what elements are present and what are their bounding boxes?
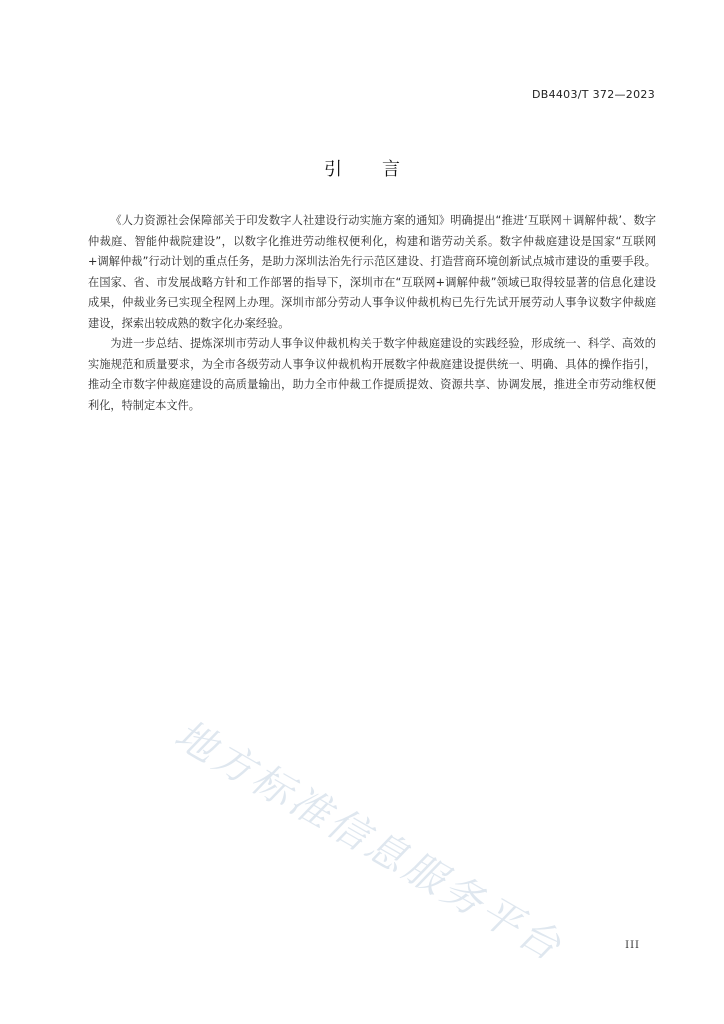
body-text — [88, 211, 656, 416]
page-number: III — [625, 940, 640, 951]
watermark: 地方标准信息服务平台 — [166, 711, 571, 972]
paragraph-1: 《人力资源社会保障部关于印发数字人社建设行动实施方案的通知》明确提出“推进‘互联网＋调解仲裁’、数字仲裁庭、智能仲裁院建设”，以数字化推进劳动维权便利化，构建和谐劳动关系。数字仲裁庭建设是国家“互联网+调解仲裁”行动计划的重点任务，是助力深圳法治先行示范区建设、打造营商环境创新试点城市建设的重要手段。在国家、省、市发展战略方针和工作部署的指导下，深圳市在“互联网+调解仲裁”领域已取得较显著的信息化建设成果，仲裁业务已实现全程网上办理。深圳市部分劳动人事争议仲裁机构已先行先试开展劳动人事争议数字仲裁庭建设，探索出较成熟的数字化办案经验。 — [88, 214, 656, 330]
paragraph-2: 为进一步总结、提炼深圳市劳动人事争议仲裁机构关于数字仲裁庭建设的实践经验，形成统一、科学、高效的实施规范和质量要求，为全市各级劳动人事争议仲裁机构开展数字仲裁庭建设提供统一、明确、具体的操作指引，推动全市数字仲裁庭建设的高质量输出，助力全市仲裁工作提质提效、资源共享、协调发展，推进全市劳动维权便利化，特制定本文件。 — [88, 337, 656, 412]
section-title: 引言 — [324, 159, 440, 180]
standard-code: DB4403/T 372—2023 — [531, 88, 655, 101]
